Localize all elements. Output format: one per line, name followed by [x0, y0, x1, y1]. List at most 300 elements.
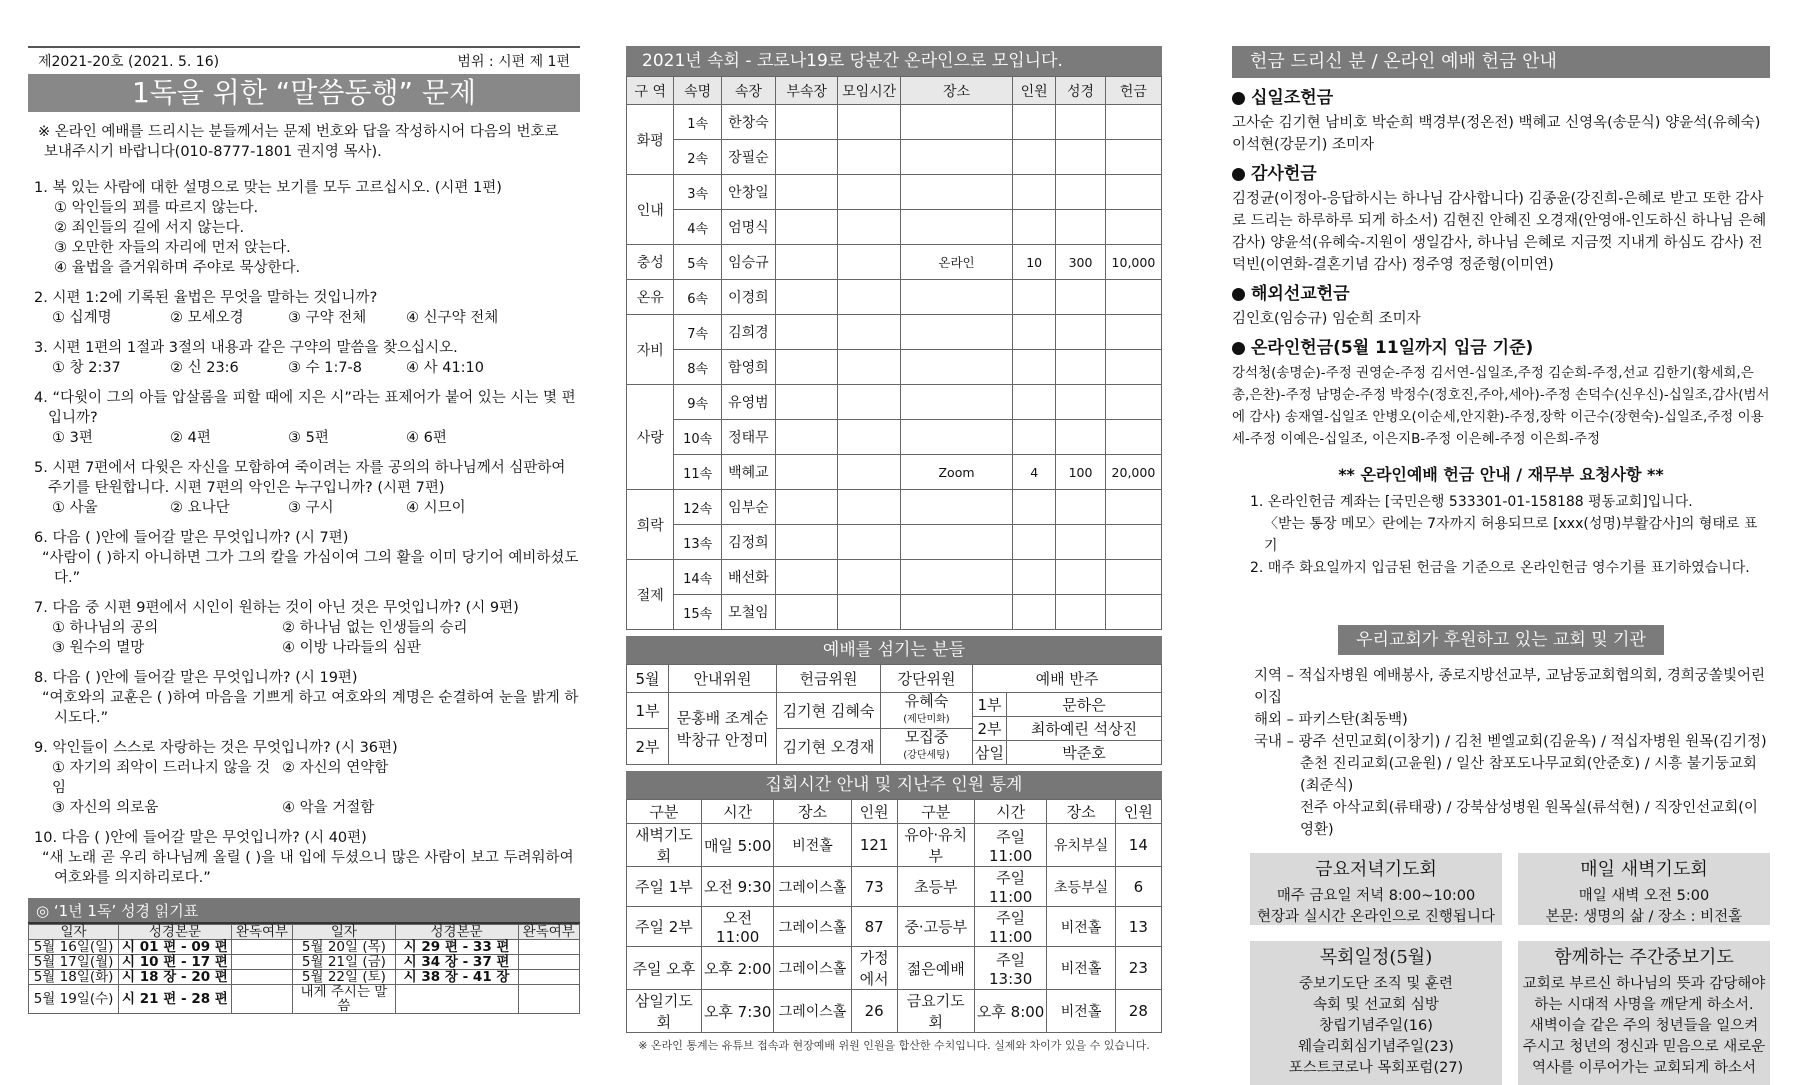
reading-cell: 내게 주시는 말씀	[293, 985, 395, 1014]
cell-value	[838, 525, 901, 560]
reading-cell: 시 01 편 - 09 편	[119, 940, 232, 955]
meeting-cell: 젊은예배	[897, 947, 974, 990]
reading-cell: 5월 16일(일)	[29, 940, 119, 955]
reading-cell	[518, 970, 579, 985]
cell-value: 15속	[674, 595, 721, 630]
cell-header: 모임시간	[838, 77, 901, 105]
reading-cell: 5월 17일(월)	[29, 955, 119, 970]
reading-cell	[231, 955, 292, 970]
schedule-line: 속회 및 선교회 심방	[1313, 997, 1439, 1013]
meeting-cell: 6	[1115, 867, 1161, 907]
cell-value	[900, 315, 1012, 350]
question	[34, 458, 580, 518]
table-row	[627, 455, 1162, 490]
cell-value: 10	[1013, 245, 1056, 280]
question-text: 6. 다음 ( )안에 들어갈 말은 무엇입니까? (시 7편)	[34, 530, 349, 546]
cell-value: 6속	[674, 280, 721, 315]
mission-title: 해외선교헌금	[1251, 284, 1350, 304]
answer-option: ④ 6편	[406, 430, 447, 446]
cell-value: 안창일	[721, 175, 775, 210]
cell-value	[775, 105, 838, 140]
answer-row	[34, 638, 580, 658]
cell-value	[900, 105, 1012, 140]
cell-value: 4속	[674, 210, 721, 245]
prayer-line: 새벽이슬 같은 주의 청년들을 일으켜	[1529, 1018, 1759, 1034]
meeting-header: 인원	[1115, 800, 1161, 824]
meeting-cell: 주일 오후	[627, 947, 702, 990]
table-row	[29, 985, 580, 1014]
cell-value	[1105, 175, 1161, 210]
meeting-cell: 주일 11:00	[974, 867, 1047, 907]
question	[34, 598, 580, 658]
podium-2	[881, 729, 973, 765]
meeting-cell: 비전홀	[774, 824, 851, 867]
online-text: 강석청(송명순)-주정 권영순-주정 김서연-십일조,주정 김순희-주정,선교 김한기(황세희,은총,은찬)-주정 남명순-주정 박정수(정호진,주아,세아)-주정 손덕수(신우신)-십일조,감사(범서에 감사) 송재열-십일조 안병오(이순세,안지환)-주정,장학 이근수(장현숙)-십일조,주정 이용세-주정 이예은-십일조, 이은지B-주정 이은혜-주정 이은희-주정	[1232, 365, 1770, 447]
answer-option: ② 요나단	[170, 500, 230, 516]
podium-2-name: 모집중	[904, 728, 949, 746]
accomp-2: 최하예린 석상진	[1007, 717, 1162, 741]
answer-option: ③ 구시	[288, 500, 334, 516]
cell-value	[1056, 385, 1106, 420]
meeting-cell: 유치부실	[1047, 824, 1115, 867]
cell-value	[1013, 385, 1056, 420]
bullet-icon	[1232, 168, 1245, 181]
group-name: 희락	[627, 490, 674, 560]
cell-value: 1속	[674, 105, 721, 140]
reading-table	[28, 924, 580, 1014]
cell-value	[1105, 420, 1161, 455]
meeting-cell: 14	[1115, 824, 1161, 867]
cell-value: 유영범	[721, 385, 775, 420]
meeting-cell: 26	[851, 990, 897, 1033]
meeting-cell: 121	[851, 824, 897, 867]
cell-value	[775, 315, 838, 350]
offer-1: 김기현 김혜숙	[777, 693, 881, 729]
cell-group-table	[626, 76, 1162, 630]
cell-value	[1056, 105, 1106, 140]
answer-option: ② 모세오경	[170, 310, 244, 326]
dawn-prayer-time: 매일 새벽 오전 5:00	[1578, 888, 1710, 904]
cell-value: 백혜교	[721, 455, 775, 490]
cell-value	[1105, 385, 1161, 420]
offering-column	[1232, 46, 1770, 1085]
head-offer: 헌금위원	[777, 665, 881, 693]
cell-value	[838, 245, 901, 280]
cell-value: 모철임	[721, 595, 775, 630]
question-text: 4. “다윗이 그의 아들 압살롬을 피할 때에 지은 시”라는 표제어가 붙어 있는 시는 몇 편입니까?	[34, 390, 576, 426]
bullet-icon	[1232, 342, 1245, 355]
issue-number: 제2021-20호 (2021. 5. 16)	[38, 54, 220, 70]
podium-1-name: 유혜숙	[904, 692, 949, 710]
reading-cell	[518, 985, 579, 1014]
cell-value	[838, 455, 901, 490]
meeting-table	[626, 799, 1162, 1033]
cell-value	[1056, 490, 1106, 525]
request-list	[1232, 491, 1770, 579]
question	[34, 338, 580, 378]
friday-prayer-box	[1250, 853, 1502, 925]
head-guide: 안내위원	[669, 665, 777, 693]
issue-header	[28, 46, 580, 74]
cell-value	[1013, 350, 1056, 385]
reading-header: 성경본문	[395, 925, 518, 940]
group-name: 자비	[627, 315, 674, 385]
question-text: 10. 다음 ( )안에 들어갈 말은 무엇입니까? (시 40편)	[34, 830, 367, 846]
cell-value	[1056, 525, 1106, 560]
cell-value: 임승규	[721, 245, 775, 280]
question-text: 3. 시편 1편의 1절과 3절의 내용과 같은 구약의 말씀을 찾으십시오.	[34, 340, 458, 356]
table-row	[627, 105, 1162, 140]
cell-value	[1013, 560, 1056, 595]
meeting-cell: 새벽기도회	[627, 824, 702, 867]
question	[34, 738, 580, 818]
meeting-title: 집회시간 안내 및 지난주 인원 통계	[626, 771, 1162, 799]
prayer-line: 역사를 이루어가는 교회되게 하소서	[1532, 1060, 1756, 1076]
meeting-cell: 그레이스홀	[774, 867, 851, 907]
cell-value: 김정희	[721, 525, 775, 560]
answer-option: ④ 악을 거절함	[282, 800, 375, 816]
meeting-cell: 73	[851, 867, 897, 907]
cell-header: 성경	[1056, 77, 1106, 105]
podium-1-sub: (제단미화)	[903, 714, 950, 725]
cell-value	[1013, 420, 1056, 455]
request-1b: 〈받는 통장 메모〉란에는 7자까지 허용되므로 [xxx(성명)부활감사]의 형태로 표기	[1264, 516, 1758, 554]
reading-cell	[231, 970, 292, 985]
answer-option: ④ 율법을 즐거워하며 주야로 묵상한다.	[54, 260, 301, 276]
table-row	[627, 560, 1162, 595]
answer-option: ③ 수 1:7-8	[288, 360, 363, 376]
table-row	[29, 940, 580, 955]
cell-value: 정태무	[721, 420, 775, 455]
meeting-cell: 87	[851, 907, 897, 947]
cell-header: 속명	[674, 77, 721, 105]
reading-cell	[231, 940, 292, 955]
accomp-3-key: 삼일	[973, 741, 1007, 765]
reading-cell	[231, 985, 292, 1014]
cell-value	[775, 175, 838, 210]
cell-value	[900, 350, 1012, 385]
question	[34, 828, 580, 888]
meeting-cell: 비전홀	[1047, 947, 1115, 990]
answer-option: ① 사울	[52, 500, 98, 516]
answer-option: ③ 5편	[288, 430, 329, 446]
answer-option: ① 창 2:37	[52, 360, 121, 376]
accomp-1: 문하은	[1007, 693, 1162, 717]
offer-2: 김기현 오경재	[777, 729, 881, 765]
cell-value	[1013, 175, 1056, 210]
answer-option: ③ 원수의 멸망	[52, 640, 145, 656]
meeting-cell: 삼일기도회	[627, 990, 702, 1033]
question-text: 2. 시편 1:2에 기록된 율법은 무엇을 말하는 것입니까?	[34, 290, 378, 306]
meeting-cell: 오후 8:00	[974, 990, 1047, 1033]
cell-value	[1105, 280, 1161, 315]
cell-value: 배선화	[721, 560, 775, 595]
table-row	[627, 210, 1162, 245]
cell-value: 10,000	[1105, 245, 1161, 280]
friday-prayer-time: 매주 금요일 저녁 8:00~10:00	[1276, 888, 1476, 904]
cell-value	[900, 140, 1012, 175]
reading-cell: 시 29 편 - 33 편	[395, 940, 518, 955]
worship-month: 5월	[627, 665, 669, 693]
cell-value: Zoom	[900, 455, 1012, 490]
table-row	[29, 955, 580, 970]
bullet-icon	[1232, 92, 1245, 105]
cell-value: 온라인	[900, 245, 1012, 280]
cell-value: 13속	[674, 525, 721, 560]
cell-value	[1105, 595, 1161, 630]
cell-value	[1105, 210, 1161, 245]
question	[34, 388, 580, 448]
question-text: 9. 악인들이 스스로 자랑하는 것은 무엇입니까? (시 36편)	[34, 740, 398, 756]
answer-row	[34, 358, 580, 378]
cell-value	[775, 490, 838, 525]
reading-cell	[518, 955, 579, 970]
support-title: 우리교회가 후원하고 있는 교회 및 기관	[1338, 625, 1664, 655]
info-boxes	[1250, 853, 1770, 1085]
answer-option: ③ 오만한 자들의 자리에 먼저 앉는다.	[54, 240, 291, 256]
cell-value: 장필순	[721, 140, 775, 175]
table-row	[627, 350, 1162, 385]
question-text: 8. 다음 ( )안에 들어갈 말은 무엇입니까? (시 19편)	[34, 670, 358, 686]
answer-option: ③ 자신의 의로움	[52, 800, 159, 816]
meeting-cell: 28	[1115, 990, 1161, 1033]
cell-header: 헌금	[1105, 77, 1161, 105]
reading-header: 완독여부	[231, 925, 292, 940]
table-row	[627, 867, 1162, 907]
reading-cell: 5월 21일 (금)	[293, 955, 395, 970]
cell-value	[1056, 175, 1106, 210]
cell-header: 장소	[900, 77, 1012, 105]
cell-value	[1056, 280, 1106, 315]
cell-value	[775, 420, 838, 455]
table-row	[627, 385, 1162, 420]
meeting-cell: 주일 11:00	[974, 907, 1047, 947]
schedule-line: 중보기도단 조직 및 훈련	[1299, 976, 1453, 992]
cell-value: 김희경	[721, 315, 775, 350]
cell-value: 엄명식	[721, 210, 775, 245]
cell-value	[1105, 140, 1161, 175]
reading-cell: 시 21 편 - 28 편	[119, 985, 232, 1014]
accomp-1-key: 1부	[973, 693, 1007, 717]
cell-value	[775, 595, 838, 630]
podium-2-sub: (강단세팅)	[903, 750, 950, 761]
cell-value	[900, 595, 1012, 630]
cell-value	[838, 595, 901, 630]
cell-value	[1013, 140, 1056, 175]
prayer-line: 하는 시대적 사명을 깨닫게 하소서.	[1534, 997, 1754, 1013]
table-row	[627, 140, 1162, 175]
cell-value	[1056, 420, 1106, 455]
meeting-cell: 오후 7:30	[701, 990, 774, 1033]
support-domestic-2: 춘천 진리교회(고윤원) / 일산 참포도나무교회(안준호) / 시흥 불기둥교회(최준식)	[1300, 756, 1757, 794]
table-row	[627, 947, 1162, 990]
cell-value: 300	[1056, 245, 1106, 280]
cell-value	[1056, 315, 1106, 350]
friday-prayer-title: 금요저녁기도회	[1315, 859, 1437, 880]
cell-value: 한창숙	[721, 105, 775, 140]
table-row	[627, 420, 1162, 455]
cell-header: 인원	[1013, 77, 1056, 105]
reading-cell: 5월 20일 (목)	[293, 940, 395, 955]
thanks-heading	[1232, 162, 1770, 186]
online-title: 온라인헌금(5월 11일까지 입금 기준)	[1251, 338, 1534, 358]
mission-heading	[1232, 282, 1770, 306]
question	[34, 528, 580, 588]
reading-header: 일자	[29, 925, 119, 940]
table-row	[627, 595, 1162, 630]
meeting-cell: 그레이스홀	[774, 947, 851, 990]
cell-value	[1105, 350, 1161, 385]
meeting-cell: 초등부실	[1047, 867, 1115, 907]
group-name: 인내	[627, 175, 674, 245]
quiz-column	[28, 46, 580, 1014]
tithe-title: 십일조헌금	[1251, 88, 1334, 108]
cell-value	[838, 560, 901, 595]
dawn-prayer-box	[1518, 853, 1770, 925]
answer-row	[34, 618, 580, 638]
cell-value	[900, 175, 1012, 210]
cell-value	[900, 560, 1012, 595]
support-local: 지역 – 적십자병원 예배봉사, 종로지방선교부, 교남동교회협의회, 경희궁쏠빛어린이집	[1254, 668, 1765, 706]
cell-value	[1013, 210, 1056, 245]
support-domestic: 국내 – 광주 선민교회(이창기) / 김천 벧엘교회(김윤옥) / 적십자병원 원목(김기정)	[1254, 734, 1767, 750]
meeting-header: 구분	[897, 800, 974, 824]
service-1: 1부	[627, 693, 669, 729]
cell-value	[775, 350, 838, 385]
cell-value	[775, 140, 838, 175]
answer-option: ② 하나님 없는 인생들의 승리	[282, 620, 468, 636]
reading-cell: 시 10 편 - 17 편	[119, 955, 232, 970]
answer-option: ④ 사 41:10	[406, 360, 485, 376]
question-list	[28, 178, 580, 888]
prayer-line: 교회로 부르신 하나님의 뜻과 감당해야	[1522, 976, 1766, 992]
reading-header: 일자	[293, 925, 395, 940]
cell-value: 4	[1013, 455, 1056, 490]
cell-value	[1105, 105, 1161, 140]
meeting-cell: 초등부	[897, 867, 974, 907]
cell-value	[775, 385, 838, 420]
cell-value: 12속	[674, 490, 721, 525]
cell-value	[1013, 280, 1056, 315]
meeting-cell: 매일 5:00	[701, 824, 774, 867]
cell-value	[900, 280, 1012, 315]
reading-cell	[395, 985, 518, 1014]
table-row	[627, 280, 1162, 315]
cell-value: 임부순	[721, 490, 775, 525]
answer-option: ④ 신구약 전체	[406, 310, 499, 326]
meeting-cell: 중·고등부	[897, 907, 974, 947]
reading-cell: 시 34 장 - 37 편	[395, 955, 518, 970]
cell-value	[838, 315, 901, 350]
meeting-header: 인원	[851, 800, 897, 824]
request-2: 2. 매주 화요일까지 입금된 헌금을 기준으로 온라인헌금 영수기를 표기하였습니다.	[1250, 560, 1750, 576]
question-text: 7. 다음 중 시편 9편에서 시인이 원하는 것이 아닌 것은 무엇입니까? (시 9편)	[34, 600, 519, 616]
schedule-line: 창립기념주일(16)	[1319, 1018, 1433, 1034]
meeting-cell: 비전홀	[1047, 907, 1115, 947]
table-row	[29, 970, 580, 985]
meeting-cell: 유아·유치부	[897, 824, 974, 867]
meeting-header: 구분	[627, 800, 702, 824]
reading-title: ◎ ‘1년 1독’ 성경 읽기표	[28, 898, 580, 924]
support-overseas: 해외 – 파키스탄(최동백)	[1254, 712, 1408, 728]
cell-value	[1056, 350, 1106, 385]
answer-option: ① 악인들의 꾀를 따르지 않는다.	[54, 200, 259, 216]
head-podium: 강단위원	[881, 665, 973, 693]
thanks-text: 김정균(이정아-응답하시는 하나님 감사합니다) 김종윤(강진희-은혜로 받고 또한 감사로 드리는 하루하루 되게 하소서) 김현진 안혜진 오경재(안영애-인도하신 하나님 은혜 감사) 양윤석(유혜숙-지원이 생일감사, 하나님 은혜로 지금껏 지내게 하심도 감사) 전덕빈(이연화-결혼기념 감사) 정주영 정준형(이미연)	[1232, 191, 1767, 273]
reading-cell: 시 18 장 - 20 편	[119, 970, 232, 985]
meeting-cell: 그레이스홀	[774, 907, 851, 947]
cell-value	[838, 210, 901, 245]
cell-value	[775, 245, 838, 280]
cell-value	[1013, 105, 1056, 140]
cell-value	[900, 210, 1012, 245]
table-row	[627, 490, 1162, 525]
friday-prayer-note: 현장과 실시간 온라인으로 진행됩니다	[1257, 909, 1495, 925]
cell-value: 2속	[674, 140, 721, 175]
group-name: 절제	[627, 560, 674, 630]
table-row	[627, 175, 1162, 210]
weekly-prayer-title: 함께하는 주간중보기도	[1554, 947, 1734, 968]
cell-value	[838, 105, 901, 140]
accomp-3: 박준호	[1007, 741, 1162, 765]
cell-value	[1105, 490, 1161, 525]
meeting-cell: 그레이스홀	[774, 990, 851, 1033]
reading-header: 완독여부	[518, 925, 579, 940]
reading-cell: 시 38 장 - 41 장	[395, 970, 518, 985]
answer-option: ④ 시므이	[406, 500, 466, 516]
stats-footnote: ※ 온라인 통계는 유튜브 접속과 현장예배 위원 인원을 합산한 수치입니다. 실제와 차이가 있을 수 있습니다.	[638, 1039, 1150, 1052]
cell-value	[838, 280, 901, 315]
question-text: 1. 복 있는 사람에 대한 설명으로 맞는 보기를 모두 고르십시오. (시편 1편)	[34, 180, 502, 196]
table-row	[627, 245, 1162, 280]
cell-value	[1013, 595, 1056, 630]
answer-row	[34, 428, 580, 448]
reading-cell: 5월 18일(화)	[29, 970, 119, 985]
cell-value: 20,000	[1105, 455, 1161, 490]
question	[34, 668, 580, 728]
cell-value: 11속	[674, 455, 721, 490]
answer-option: ① 3편	[52, 430, 93, 446]
podium-1	[881, 693, 973, 729]
support-domestic-3: 전주 아삭교회(류태광) / 강북삼성병원 원목실(류석현) / 직장인선교회(이영환)	[1300, 800, 1758, 838]
cell-value	[838, 420, 901, 455]
cell-value	[900, 490, 1012, 525]
meeting-cell: 오전 11:00	[701, 907, 774, 947]
meeting-header: 장소	[1047, 800, 1115, 824]
cell-header: 부속장	[775, 77, 838, 105]
cell-value	[838, 490, 901, 525]
question	[34, 178, 580, 278]
cell-value	[1056, 210, 1106, 245]
support-list	[1232, 665, 1770, 841]
cell-value	[1056, 140, 1106, 175]
question	[34, 288, 580, 328]
meeting-cell: 오후 2:00	[701, 947, 774, 990]
quiz-title: 1독을 위한 “말씀동행” 문제	[28, 74, 580, 112]
cell-value: 7속	[674, 315, 721, 350]
cell-group-column	[626, 46, 1162, 1053]
group-name: 충성	[627, 245, 674, 280]
question-quote: “여호와의 교훈은 ( )하여 마음을 기쁘게 하고 여호와의 계명은 순결하여 눈을 밝게 하시도다.”	[42, 690, 579, 726]
table-row	[627, 525, 1162, 560]
reading-header: 성경본문	[119, 925, 232, 940]
cell-value	[1056, 595, 1106, 630]
bullet-icon	[1232, 288, 1245, 301]
quiz-note	[28, 112, 580, 168]
request-title: ** 온라인예배 헌금 안내 / 재무부 요청사항 **	[1338, 465, 1664, 484]
answer-option: ③ 구약 전체	[288, 310, 367, 326]
offering-title: 헌금 드리신 분 / 온라인 예배 헌금 안내	[1232, 46, 1770, 78]
